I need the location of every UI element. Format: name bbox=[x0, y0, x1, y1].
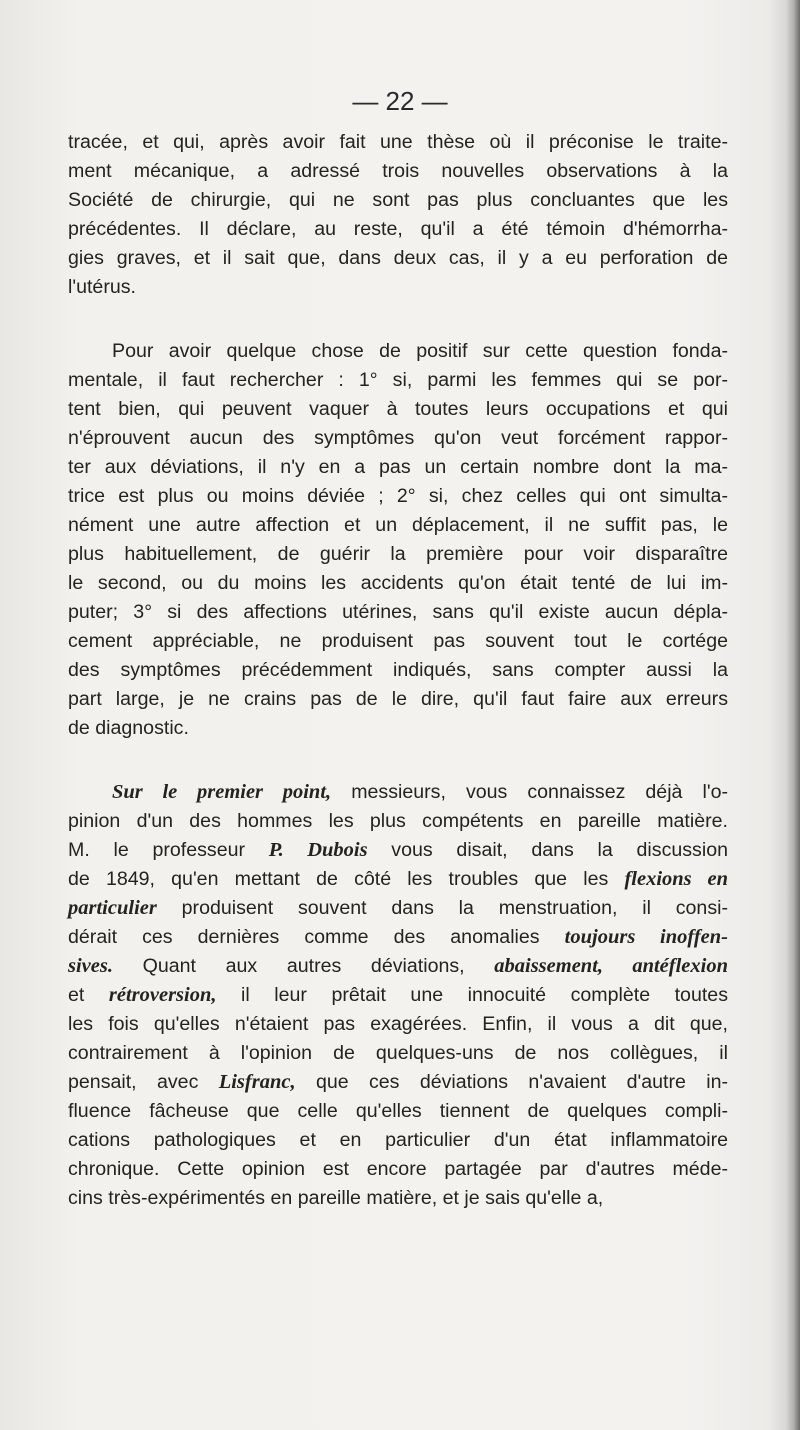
text-run: mentale, il faut rechercher : 1° si, parmi les femmes qui se por- bbox=[68, 369, 728, 391]
text-run: fluence fâcheuse que celle qu'elles tiennent de quelques compli- bbox=[68, 1100, 728, 1122]
text-line bbox=[68, 1068, 728, 1097]
text-run: tent bien, qui peuvent vaquer à toutes leurs occupations et qui bbox=[68, 398, 728, 420]
text-line bbox=[68, 1010, 728, 1039]
text-line bbox=[68, 511, 728, 540]
text-run: que ces déviations n'avaient d'autre in- bbox=[295, 1071, 728, 1093]
text-run: les fois qu'elles n'étaient pas exagérées. Enfin, il vous a dit que, bbox=[68, 1013, 728, 1035]
text-run: chronique. Cette opinion est encore partagée par d'autres méde- bbox=[68, 1158, 728, 1180]
text-run: produisent souvent dans la menstruation, il consi- bbox=[156, 897, 728, 919]
text-run: pinion d'un des hommes les plus compétents en pareille matière. bbox=[68, 810, 728, 832]
text-run: de diagnostic. bbox=[68, 717, 189, 739]
text-run: le second, ou du moins les accidents qu'on était tenté de lui im- bbox=[68, 572, 728, 594]
italic-text: sives. bbox=[68, 955, 113, 977]
text-run: cement appréciable, ne produisent pas souvent tout le cortége bbox=[68, 630, 728, 652]
text-run: ter aux déviations, il n'y en a pas un certain nombre dont la ma- bbox=[68, 456, 728, 478]
text-run: de 1849, qu'en mettant de côté les troubles que les bbox=[68, 868, 625, 890]
text-line bbox=[68, 894, 728, 923]
text-run: tracée, et qui, après avoir fait une thèse où il préconise le traite- bbox=[68, 131, 728, 153]
text-line bbox=[68, 714, 728, 743]
text-run: Société de chirurgie, qui ne sont pas plus concluantes que les bbox=[68, 189, 728, 211]
text-line bbox=[68, 1097, 728, 1126]
paragraph bbox=[68, 337, 728, 743]
italic-text: Sur le premier point, bbox=[112, 781, 332, 803]
paragraph bbox=[68, 778, 728, 1213]
text-run: n'éprouvent aucun des symptômes qu'on veut forcément rappor- bbox=[68, 427, 728, 449]
text-line bbox=[68, 685, 728, 714]
text-line bbox=[68, 1155, 728, 1184]
text-run: trice est plus ou moins déviée ; 2° si, chez celles qui ont simulta- bbox=[68, 485, 728, 507]
text-line bbox=[68, 244, 728, 273]
text-run: ment mécanique, a adressé trois nouvelles observations à la bbox=[68, 160, 728, 182]
text-run: messieurs, vous connaissez déjà l'o- bbox=[331, 781, 729, 803]
text-run: il leur prêtait une innocuité complète toutes bbox=[216, 984, 728, 1006]
paragraph-gap bbox=[68, 302, 728, 337]
text-line bbox=[68, 836, 728, 865]
text-line bbox=[68, 952, 728, 981]
page-edge-shadow bbox=[786, 0, 800, 1430]
text-run: contrairement à l'opinion de quelques-uns de nos collègues, il bbox=[68, 1042, 728, 1064]
text-run: Pour avoir quelque chose de positif sur cette question fonda- bbox=[112, 340, 728, 362]
text-run: des symptômes précédemment indiqués, sans compter aussi la bbox=[68, 659, 728, 681]
italic-text: flexions en bbox=[624, 868, 728, 890]
text-line bbox=[68, 1184, 728, 1213]
text-line bbox=[68, 540, 728, 569]
text-run: part large, je ne crains pas de le dire, qu'il faut faire aux erreurs bbox=[68, 688, 728, 710]
text-line bbox=[68, 215, 728, 244]
text-run: nément une autre affection et un déplacement, il ne suffit pas, le bbox=[68, 514, 728, 536]
text-line bbox=[68, 424, 728, 453]
text-line bbox=[68, 598, 728, 627]
text-line bbox=[68, 778, 728, 807]
text-line bbox=[68, 482, 728, 511]
text-run: puter; 3° si des affections utérines, sans qu'il existe aucun dépla- bbox=[68, 601, 728, 623]
text-line bbox=[68, 656, 728, 685]
text-line bbox=[68, 128, 728, 157]
italic-text: particulier bbox=[68, 897, 157, 919]
page-number: — 22 — bbox=[352, 86, 448, 116]
text-run: vous disait, dans la discussion bbox=[367, 839, 729, 861]
text-run: dérait ces dernières comme des anomalies bbox=[68, 926, 565, 948]
text-line bbox=[68, 1039, 728, 1068]
italic-text: rétroversion, bbox=[108, 984, 217, 1006]
text-line bbox=[68, 395, 728, 424]
text-line bbox=[68, 1126, 728, 1155]
italic-text: abaissement, antéflexion bbox=[494, 955, 728, 977]
text-run: pensait, avec bbox=[68, 1071, 219, 1093]
text-run: plus habituellement, de guérir la première pour voir disparaître bbox=[68, 543, 728, 565]
text-line bbox=[68, 569, 728, 598]
text-line bbox=[68, 627, 728, 656]
text-run: précédentes. Il déclare, au reste, qu'il a été témoin d'hémorrha- bbox=[68, 218, 728, 240]
text-run: l'utérus. bbox=[68, 276, 136, 298]
text-run: gies graves, et il sait que, dans deux cas, il y a eu perforation de bbox=[68, 247, 728, 269]
text-line bbox=[68, 186, 728, 215]
paragraph bbox=[68, 128, 728, 302]
text-line bbox=[68, 453, 728, 482]
text-run: M. le professeur bbox=[68, 839, 269, 861]
text-line bbox=[68, 981, 728, 1010]
text-line bbox=[68, 923, 728, 952]
text-line bbox=[68, 337, 728, 366]
text-run: cations pathologiques et en particulier d'un état inflammatoire bbox=[68, 1129, 728, 1151]
text-line bbox=[68, 366, 728, 395]
italic-text: P. Dubois bbox=[268, 839, 368, 861]
text-line bbox=[68, 807, 728, 836]
italic-text: Lisfranc, bbox=[218, 1071, 296, 1093]
body-text bbox=[68, 128, 728, 1213]
paragraph-gap bbox=[68, 743, 728, 778]
text-run: Quant aux autres déviations, bbox=[112, 955, 495, 977]
text-run: cins très-expérimentés en pareille matière, et je sais qu'elle a, bbox=[68, 1187, 604, 1209]
text-run: et bbox=[68, 984, 109, 1006]
italic-text: toujours inoffen- bbox=[564, 926, 728, 948]
text-line bbox=[68, 273, 728, 302]
text-line bbox=[68, 157, 728, 186]
text-line bbox=[68, 865, 728, 894]
